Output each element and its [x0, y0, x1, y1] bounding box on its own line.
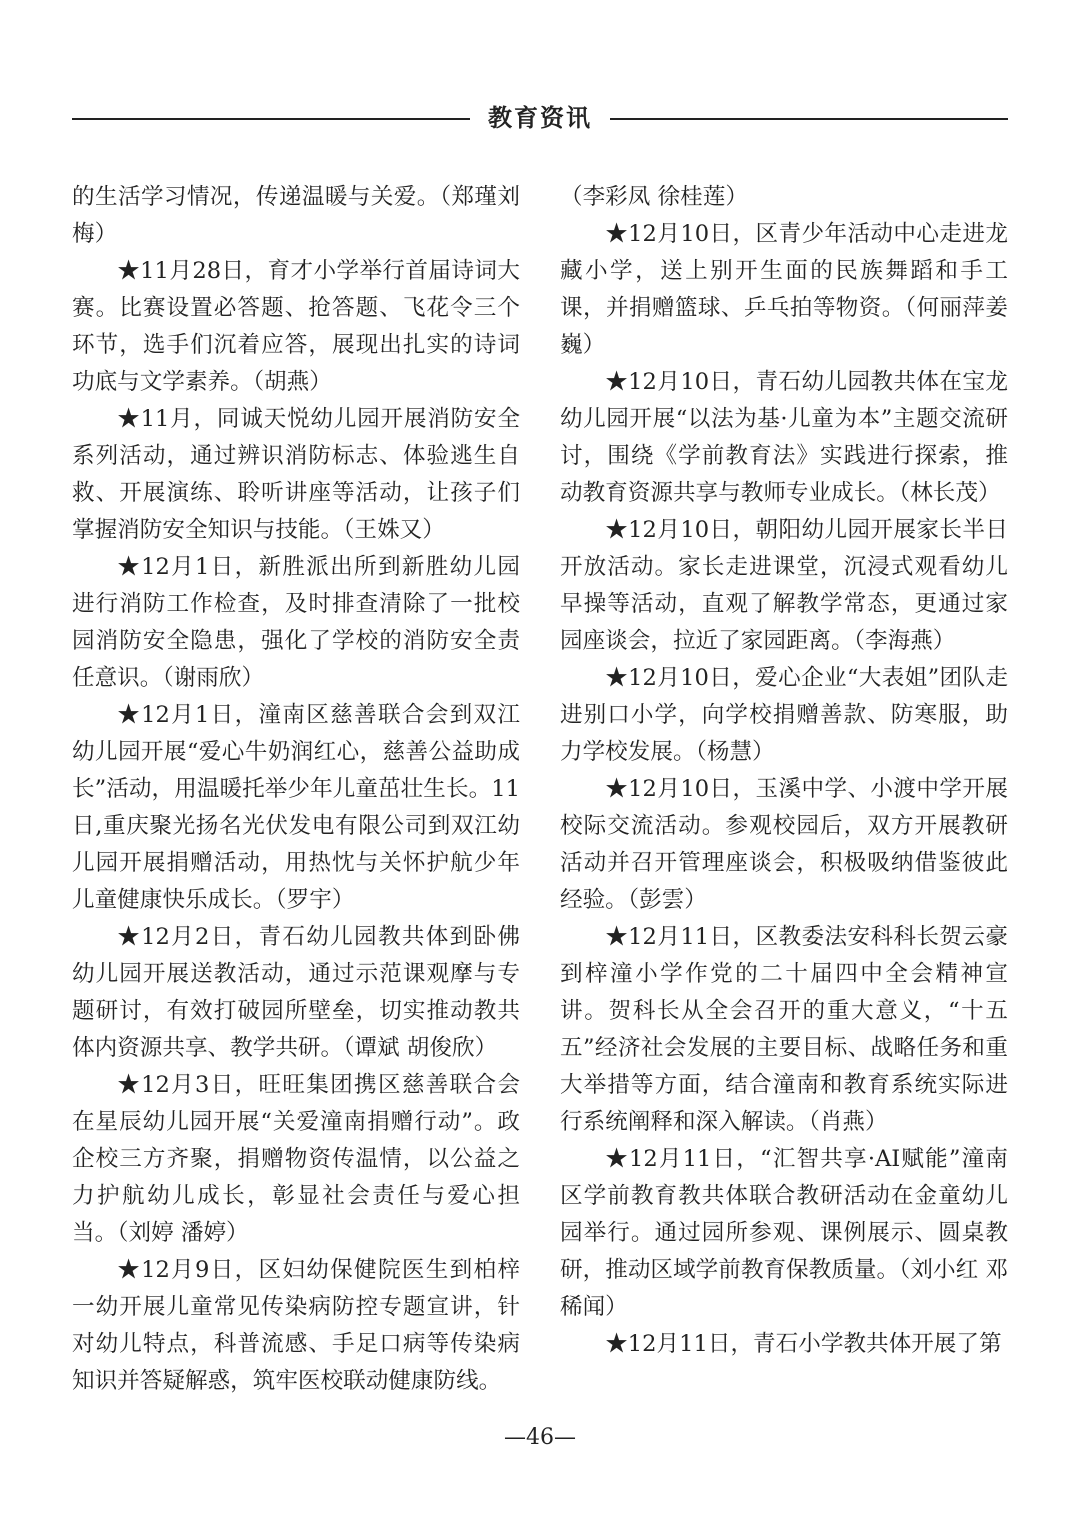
- news-item: ★12月11日，“汇智共享·AI赋能”潼南区学前教育教共体联合教研活动在金童幼儿园举行。通过园所参观、课例展示、圆桌教研，推动区域学前教育保教质量。（刘小红 邓稀闻）: [560, 1146, 1008, 1320]
- news-item: ★12月9日，区妇幼保健院医生到柏梓一幼开展儿童常见传染病防控专题宣讲，针对幼儿特点，科普流感、手足口病等传染病知识并答疑解惑，筑牢医校联动健康防线。: [72, 1257, 520, 1394]
- news-item: ★12月10日，爱心企业“大表姐”团队走进别口小学，向学校捐赠善款、防寒服，助力学校发展。（杨慧）: [560, 665, 1008, 765]
- news-item: ★11月，同诚天悦幼儿园开展消防安全系列活动，通过辨识消防标志、体验逃生自救、开展演练、聆听讲座等活动，让孩子们掌握消防安全知识与技能。（王姝又）: [72, 406, 520, 543]
- page-number: —46—: [504, 1425, 576, 1450]
- news-item: ★12月1日，新胜派出所到新胜幼儿园进行消防工作检查，及时排查清除了一批校园消防安全隐患，强化了学校的消防安全责任意识。（谢雨欣）: [72, 554, 520, 691]
- header-rule-right: [610, 118, 1008, 120]
- news-item: ★12月10日，朝阳幼儿园开展家长半日开放活动。家长走进课堂，沉浸式观看幼儿早操等活动，直观了解教学常态，更通过家园座谈会，拉近了家园距离。（李海燕）: [560, 517, 1008, 654]
- news-item: 的生活学习情况，传递温暖与关爱。（郑瑾刘梅）: [72, 184, 520, 247]
- header-rule-left: [72, 118, 470, 120]
- news-item: ★12月10日，区青少年活动中心走进龙藏小学，送上别开生面的民族舞蹈和手工课，并捐赠篮球、乒乓拍等物资。（何丽萍姜巍）: [560, 221, 1008, 358]
- news-item: ★12月11日，青石小学教共体开展了第: [605, 1331, 1002, 1357]
- right-column: [560, 179, 1008, 1409]
- news-item: （李彩凤 徐桂莲）: [560, 184, 748, 210]
- section-title: 教育资讯: [488, 104, 592, 132]
- news-item: ★12月10日，玉溪中学、小渡中学开展校际交流活动。参观校园后，双方开展教研活动并召开管理座谈会，积极吸纳借鉴彼此经验。（彭雲）: [560, 776, 1008, 913]
- left-column: [72, 179, 520, 1409]
- news-item: ★12月1日，潼南区慈善联合会到双江幼儿园开展“爱心牛奶润红心，慈善公益助成长”活动，用温暖托举少年儿童茁壮生长。11日,重庆聚光扬名光伏发电有限公司到双江幼儿园开展捐赠活动，用热忱与关怀护航少年儿童健康快乐成长。（罗宇）: [72, 702, 520, 913]
- section-header: [72, 98, 1008, 138]
- news-item: ★12月2日，青石幼儿园教共体到卧佛幼儿园开展送教活动，通过示范课观摩与专题研讨，有效打破园所壁垒，切实推动教共体内资源共享、教学共研。（谭斌 胡俊欣）: [72, 924, 520, 1061]
- news-item: ★12月3日，旺旺集团携区慈善联合会在星辰幼儿园开展“关爱潼南捐赠行动”。政企校三方齐聚，捐赠物资传温情，以公益之力护航幼儿成长，彰显社会责任与爱心担当。（刘婷 潘婷）: [72, 1072, 520, 1246]
- news-item: ★11月28日，育才小学举行首届诗词大赛。比赛设置必答题、抢答题、飞花令三个环节，选手们沉着应答，展现出扎实的诗词功底与文学素养。（胡燕）: [72, 258, 520, 395]
- news-item: ★12月10日，青石幼儿园教共体在宝龙幼儿园开展“以法为基·儿童为本”主题交流研讨，围绕《学前教育法》实践进行探索，推动教育资源共享与教师专业成长。（林长茂）: [560, 369, 1008, 506]
- news-item: ★12月11日，区教委法安科科长贺云豪到梓潼小学作党的二十届四中全会精神宣讲。贺科长从全会召开的重大意义，“十五五”经济社会发展的主要目标、战略任务和重大举措等方面，结合潼南和教育系统实际进行系统阐释和深入解读。（肖燕）: [560, 924, 1008, 1135]
